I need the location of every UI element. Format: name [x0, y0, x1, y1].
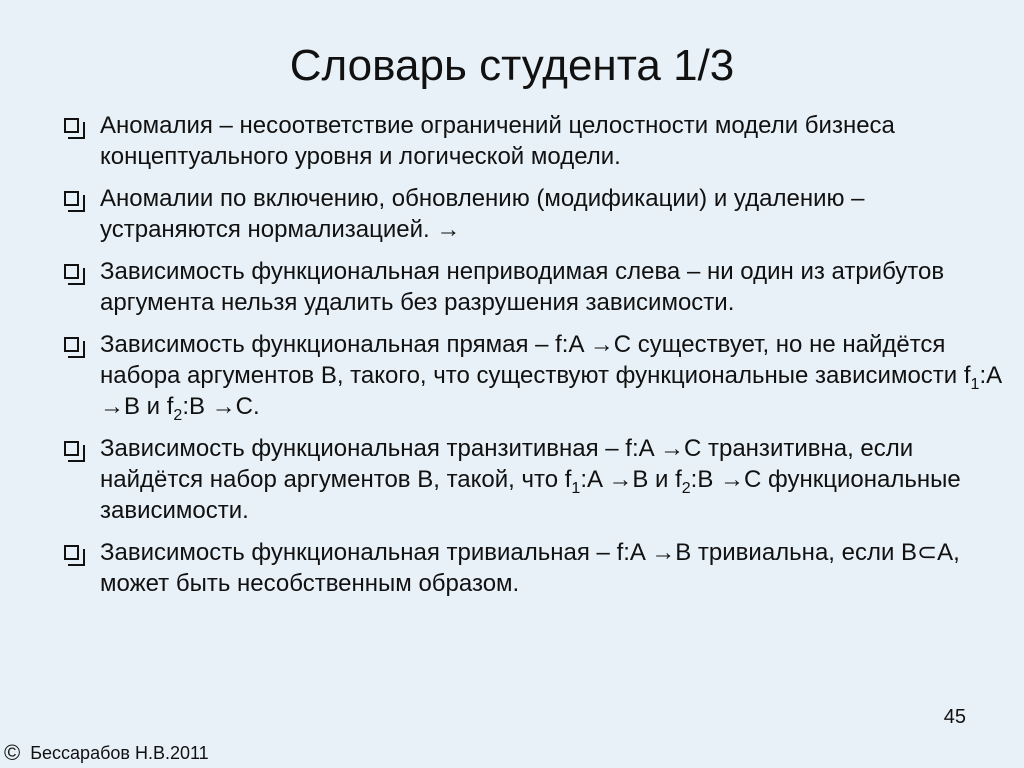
checkbox-bullet-icon: [64, 191, 79, 206]
checkbox-bullet-icon: [64, 545, 79, 560]
checkbox-bullet-icon: [64, 441, 79, 456]
checkbox-bullet-icon: [64, 118, 79, 133]
copyright-icon: ©: [4, 740, 21, 765]
footer: [4, 740, 209, 766]
page-number: 45: [943, 706, 966, 728]
footer-author: Бессарабов Н.В.2011: [30, 742, 209, 763]
list-item: Зависимость функциональная транзитивная – f:A →C транзитивна, если найдётся набор аргументов B, такой, что $f_1:A \to B$ и $f_2:B \to C$ функциональные зависимости.: [62, 433, 1002, 526]
slide-title: Словарь студента 1/3: [289, 41, 735, 90]
list-item: Аномалия – несоответствие ограничений целостности модели бизнеса концептуального уровня и логической модели.: [62, 110, 1002, 172]
list-item: Зависимость функциональная тривиальная – f:A →B тривиальна, если B⊂A, может быть несобственным образом.: [62, 537, 1002, 599]
list-item: Зависимость функциональная неприводимая слева – ни один из атрибутов аргумента нельзя удалить без разрушения зависимости.: [62, 256, 1002, 318]
checkbox-bullet-icon: [64, 337, 79, 352]
list-item: Аномалии по включению, обновлению (модификации) и удалению – устраняются нормализацией. →: [62, 183, 1002, 245]
checkbox-bullet-icon: [64, 264, 79, 279]
definition-list: [62, 110, 1002, 610]
list-item: Зависимость функциональная прямая – f:A →C существует, но не найдётся набора аргументов B, такого, что существуют функциональные зависимости $f_1:A \to B$ и $f_2:B \to C$.: [62, 329, 1002, 422]
